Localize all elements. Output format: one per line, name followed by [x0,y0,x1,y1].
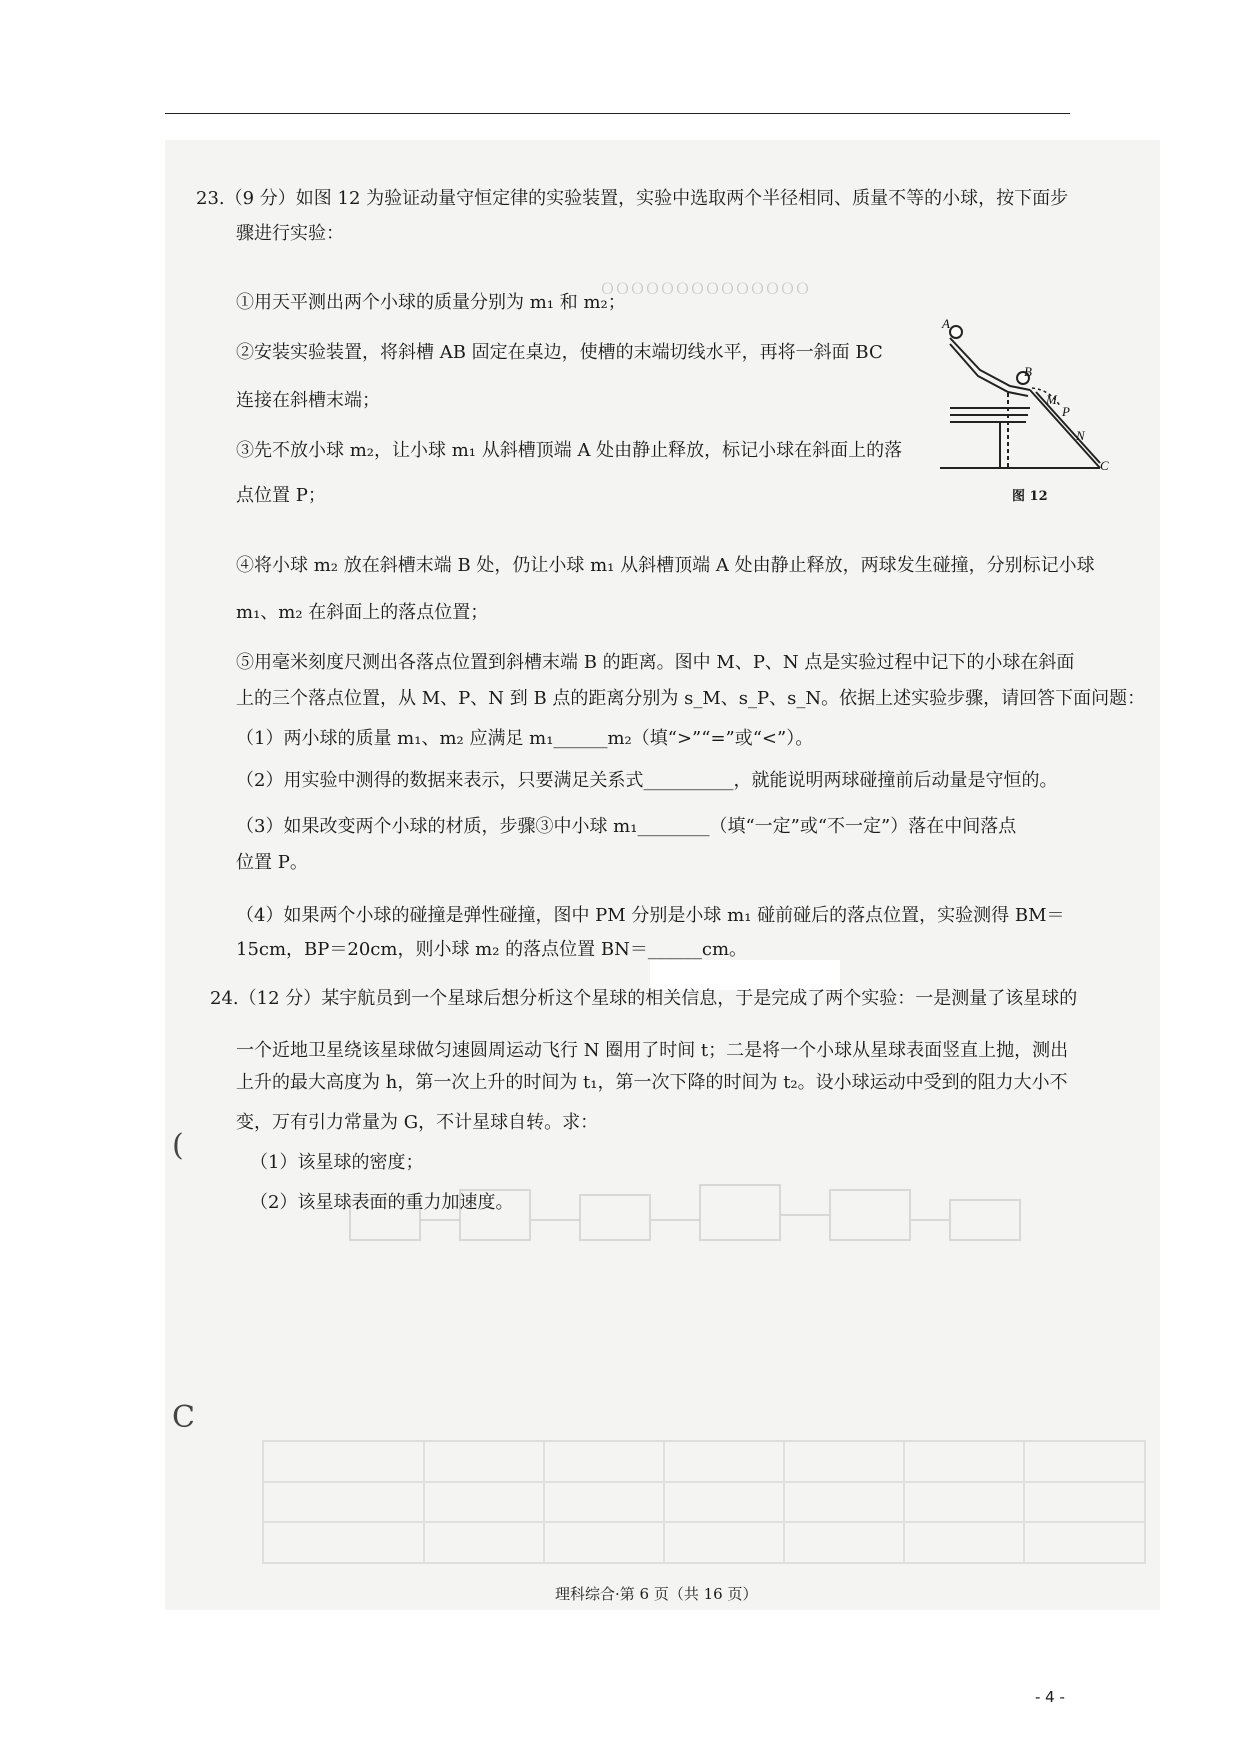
pen-mark: ( [172,1128,184,1163]
q24-sub-2: （2）该星球表面的重力加速度。 [250,1192,514,1213]
pen-mark: C [172,1400,195,1435]
bleed-through-diagram [340,1160,1040,1280]
q24-line-2: 一个近地卫星绕该星球做匀速圆周运动飞行 N 圈用了时间 t；二是将一个小球从星球表面竖直上抛，测出 [236,1040,1069,1061]
svg-text:C: C [1100,458,1109,473]
page-footer: 理科综合·第 6 页（共 16 页） [555,1585,758,1603]
bleed-through-table [262,1440,1146,1564]
q23-step-5: ⑤用毫米刻度尺测出各落点位置到斜槽末端 B 的距离。图中 M、P、N 点是实验过程中记下的小球在斜面 [236,652,1075,673]
q24-line-1: 24.（12 分）某宇航员到一个星球后想分析这个星球的相关信息，于是完成了两个实验：一是测量了该星球的 [210,988,1078,1009]
q23-step-2: ②安装实验装置，将斜槽 AB 固定在桌边，使槽的末端切线水平，再将一斜面 BC [236,342,883,363]
q23-sub-3-cont: 位置 P。 [236,852,308,873]
q24-line-4: 变，万有引力常量为 G，不计星球自转。求： [236,1112,599,1133]
q23-sub-2: （2）用实验中测得的数据来表示，只要满足关系式__________，就能说明两球碰撞前后动量是守恒的。 [236,770,1058,791]
q23-sub-3: （3）如果改变两个小球的材质，步骤③中小球 m₁________（填“一定”或“不一定”）落在中间落点 [236,816,1017,837]
svg-text:N: N [1076,428,1085,443]
svg-text:B: B [1024,364,1032,379]
q23-header: 23.（9 分）如图 12 为验证动量守恒定律的实验装置，实验中选取两个半径相同、质量不等的小球，按下面步 [196,188,1069,209]
q23-sub-4: （4）如果两个小球的碰撞是弹性碰撞，图中 PM 分别是小球 m₁ 碰前碰后的落点位置，实验测得 BM＝ [236,905,1065,926]
q23-step-1: ①用天平测出两个小球的质量分别为 m₁ 和 m₂； [236,292,626,313]
q23-sub-1: （1）两小球的质量 m₁、m₂ 应满足 m₁______m₂（填“>”“=”或“<”）。 [236,728,814,749]
q23-header-cont: 骤进行实验： [236,223,344,244]
page-number: - 4 - [1035,1688,1065,1706]
top-rule [165,113,1070,114]
q23-step-3: ③先不放小球 m₂，让小球 m₁ 从斜槽顶端 A 处由静止释放，标记小球在斜面上的落 [236,440,903,461]
q24-sub-1: （1）该星球的密度； [250,1152,424,1173]
figure-caption: 图 12 [1012,489,1048,504]
svg-text:M: M [1046,392,1057,407]
figure-12-apparatus [942,316,1110,498]
q23-step-5-cont: 上的三个落点位置，从 M、P、N 到 B 点的距离分别为 s_M、s_P、s_N。依据上述实验步骤，请回答下面问题： [236,688,1146,709]
bleed-through-text: ＯＯＯＯＯＯＯＯＯＯＯＯＯＯ [600,280,811,298]
svg-text:A: A [942,316,950,331]
q23-step-4-cont: m₁、m₂ 在斜面上的落点位置； [236,602,489,623]
q24-line-3: 上升的最大高度为 h，第一次上升的时间为 t₁，第一次下降的时间为 t₂。设小球运动中受到的阻力大小不 [236,1072,1068,1093]
q23-step-4: ④将小球 m₂ 放在斜槽末端 B 处，仍让小球 m₁ 从斜槽顶端 A 处由静止释放，两球发生碰撞，分别标记小球 [236,555,1095,576]
q23-sub-4-cont: 15cm，BP＝20cm，则小球 m₂ 的落点位置 BN＝______cm。 [236,939,748,960]
q23-step-3-cont: 点位置 P； [236,485,326,506]
ball-a-icon [950,326,962,338]
q23-step-2-cont: 连接在斜槽末端； [236,390,380,411]
svg-text:P: P [1062,404,1070,419]
